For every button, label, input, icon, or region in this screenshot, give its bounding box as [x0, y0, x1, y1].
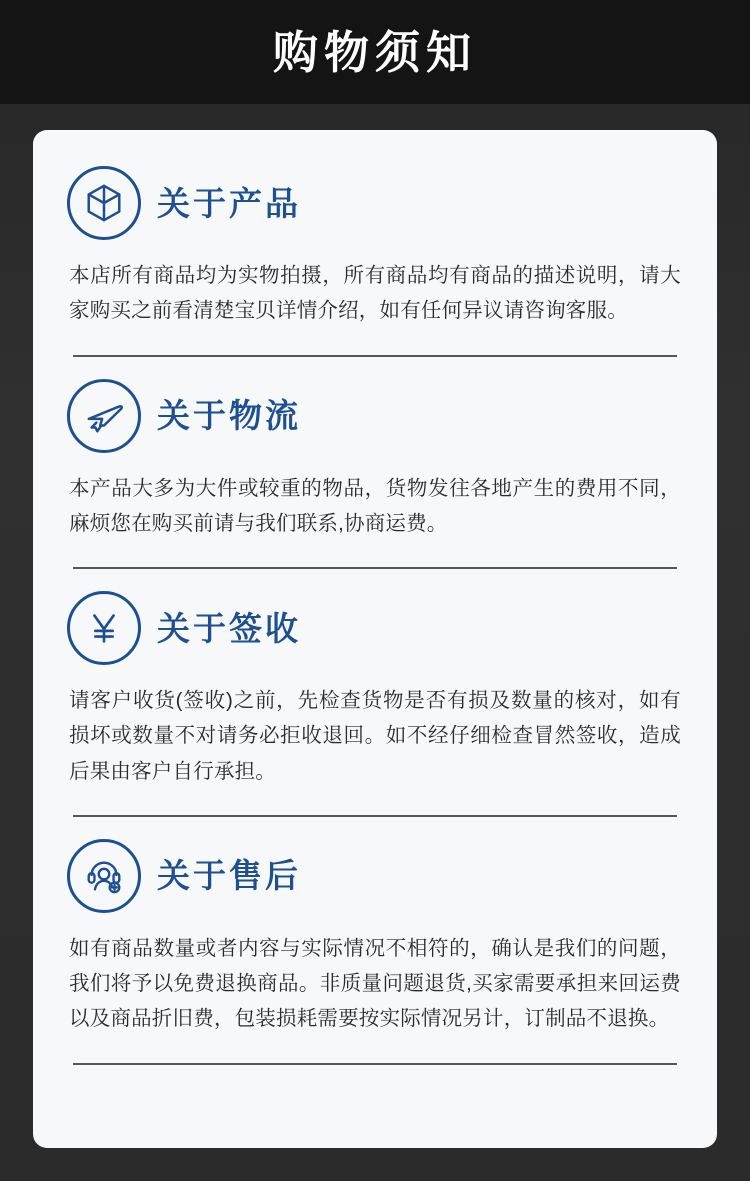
- section-title: 关于签收: [157, 609, 301, 647]
- section-header: [67, 591, 683, 665]
- section-divider: [73, 1063, 677, 1065]
- section-title: 关于物流: [157, 397, 301, 434]
- section-about-aftersales: [67, 839, 683, 1043]
- section-divider: [73, 355, 677, 357]
- airplane-icon: [67, 379, 141, 453]
- section-header: [67, 166, 683, 240]
- section-header: [67, 379, 683, 453]
- section-about-product: [67, 166, 683, 335]
- section-about-receipt: [67, 591, 683, 795]
- section-title: 关于产品: [157, 184, 301, 222]
- section-body: 本店所有商品均为实物拍摄，所有商品均有商品的描述说明，请大家购买之前看清楚宝贝详情介绍，如有任何异议请咨询客服。: [69, 264, 681, 323]
- box-3d-icon: [67, 166, 141, 240]
- notice-card: [33, 130, 717, 1148]
- section-title: 关于售后: [157, 857, 301, 895]
- section-divider: [73, 815, 677, 817]
- yuan-currency-icon: [67, 591, 141, 665]
- section-body: 请客户收货(签收)之前，先检查货物是否有损及数量的核对，如有损坏或数量不对请务必拒收退回。如不经仔细检查冒然签收，造成后果由客户自行承担。: [69, 689, 681, 783]
- page-title: 购物须知: [272, 26, 477, 78]
- section-header: [67, 839, 683, 913]
- section-divider: [73, 567, 677, 569]
- section-body: 本产品大多为大件或较重的物品，货物发往各地产生的费用不同，麻烦您在购买前请与我们联系,协商运费。: [69, 476, 681, 535]
- page-header: [0, 0, 750, 104]
- section-body: 如有商品数量或者内容与实际情况不相符的，确认是我们的问题，我们将予以免费退换商品。非质量问题退货,买家需要承担来回运费以及商品折旧费，包装损耗需要按实际情况另计，订制品不退换。: [69, 936, 681, 1031]
- customer-service-icon: [67, 839, 141, 913]
- section-about-logistics: [67, 379, 683, 548]
